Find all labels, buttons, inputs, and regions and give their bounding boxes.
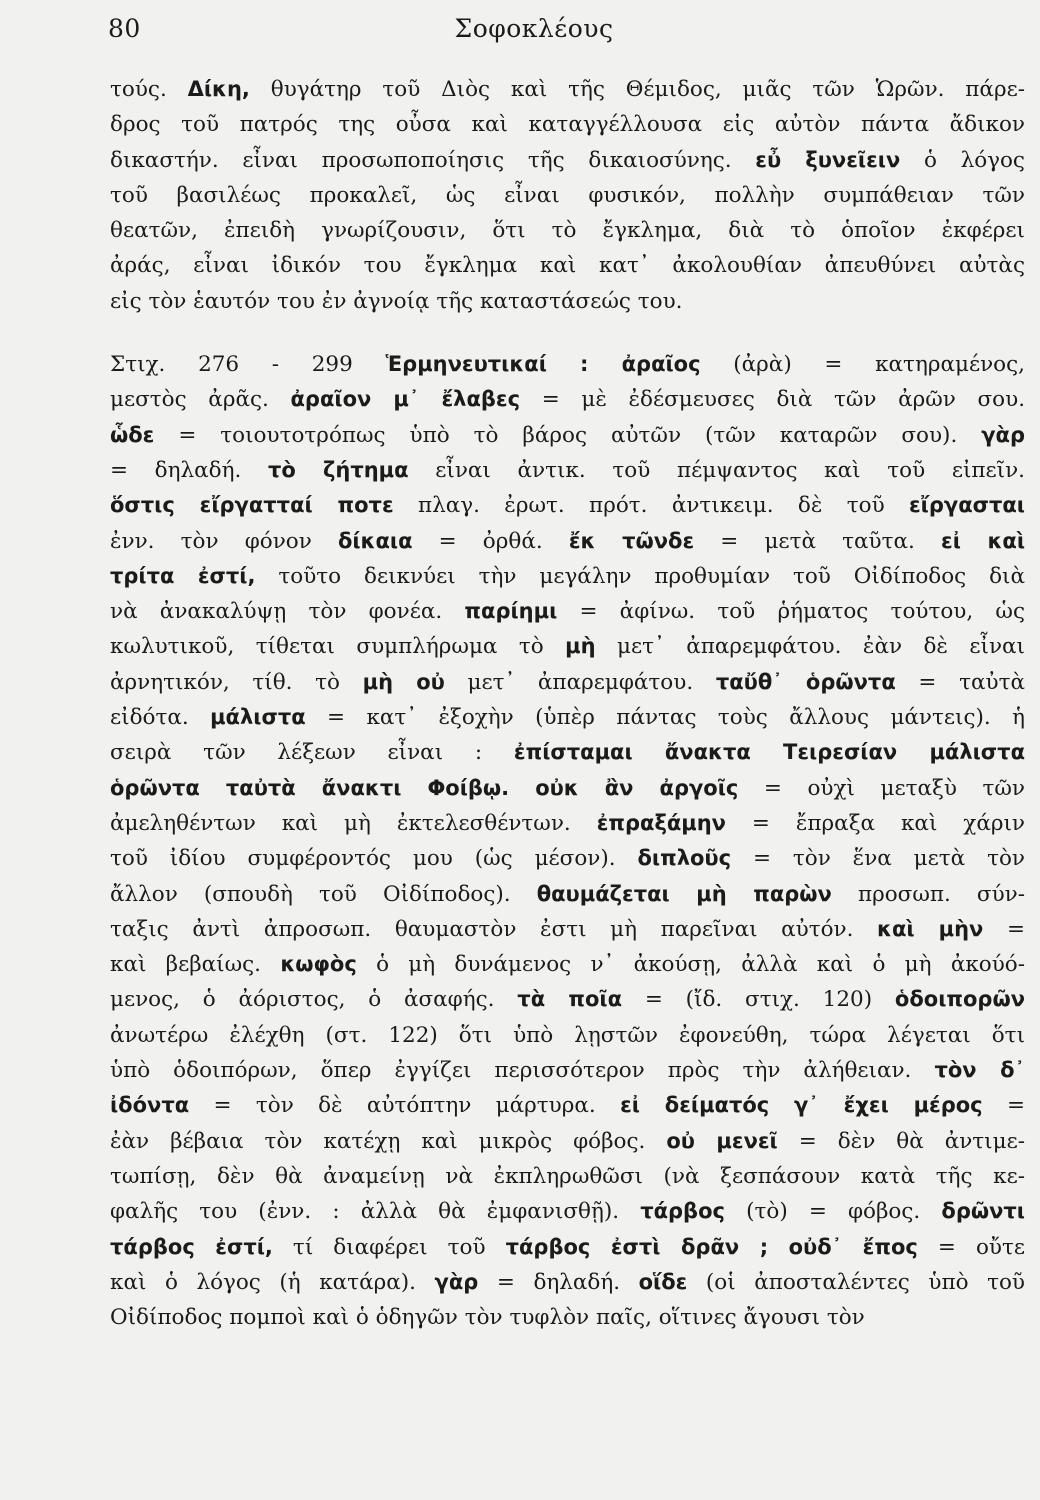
bold-term: δρῶντι xyxy=(941,1199,1025,1224)
text-line xyxy=(110,72,1025,107)
bold-term: διπλοῦς xyxy=(637,846,732,871)
bold-term: γὰρ xyxy=(434,1269,479,1294)
text-run: μετ᾽ ἀπαρεμφάτου. ἐὰν δὲ εἶναι xyxy=(595,634,1025,660)
text-run: φαλῆς του (ἐνν. : ἀλλὰ θὰ ἐμφανισθῇ). xyxy=(110,1199,641,1225)
bold-term: ταὔθ᾽ ὁρῶντα xyxy=(715,669,896,694)
bold-term: θαυμάζεται μὴ παρὼν xyxy=(536,881,832,906)
text-run: = μετὰ ταῦτα. xyxy=(694,528,941,554)
text-line xyxy=(110,1124,1025,1159)
text-run: πλαγ. ἐρωτ. πρότ. ἀντικειμ. δὲ τοῦ xyxy=(393,493,909,519)
bold-term: γὰρ xyxy=(981,422,1025,447)
text-run: εἰς τὸν ἑαυτόν του ἐν ἀγνοίᾳ τῆς καταστάσεώς του. xyxy=(110,288,683,314)
text-line xyxy=(110,806,1025,841)
bold-term: τάρβος ἐστί, xyxy=(110,1234,273,1259)
text-run: = ὀρθά. xyxy=(412,528,569,554)
text-run: καὶ ὁ λόγος (ἡ κατάρα). xyxy=(110,1269,435,1295)
text-run: ταξις ἀντὶ ἀπροσωπ. θαυμαστὸν ἐστι μὴ παρεῖναι αὐτόν. xyxy=(110,916,878,942)
text-line xyxy=(110,594,1025,629)
text-line xyxy=(110,1018,1025,1053)
text-run: Στιχ. 276 - 299 xyxy=(110,352,386,378)
text-line xyxy=(110,453,1025,488)
text-run: νὰ ἀνακαλύψῃ τὸν φονέα. xyxy=(110,599,465,625)
page-number: 80 xyxy=(108,14,141,43)
text-line xyxy=(110,524,1025,559)
text-run: ἀρνητικόν, τίθ. τὸ xyxy=(110,669,363,695)
text-line xyxy=(110,1088,1025,1123)
text-run: τί διαφέρει τοῦ xyxy=(272,1234,506,1260)
text-run: μεστὸς ἀρᾶς. xyxy=(110,387,291,413)
page-header xyxy=(108,14,960,54)
text-run: κωλυτικοῦ, τίθεται συμπλήρωμα τὸ xyxy=(110,634,566,660)
bold-term: ἔκ τῶνδε xyxy=(568,528,695,553)
text-line xyxy=(110,418,1025,453)
text-run: μετ᾽ ἀπαρεμφάτου. xyxy=(444,669,716,695)
text-run: τοῦ βασιλέως προκαλεῖ, ὡς εἶναι φυσικόν, πολλὴν συμπάθειαν τῶν xyxy=(110,182,1025,208)
text-run: = τοιουτοτρόπως ὑπὸ τὸ βάρος αὐτῶν (τῶν καταρῶν σου). xyxy=(154,422,982,448)
text-run: = τὸν δὲ αὐτόπτην μάρτυρα. xyxy=(189,1093,621,1119)
bold-term: ὁρῶντα ταὐτὰ ἄνακτι Φοίβῳ. οὐκ ἂν ἀργοῖς xyxy=(110,775,739,800)
text-run: (ἀρὰ) = κατηραμένος, xyxy=(700,352,1025,378)
text-run: = δηλαδή. xyxy=(110,457,268,483)
text-run: = ἔπραξα καὶ χάριν xyxy=(726,810,1025,836)
text-run: καὶ βεβαίως. xyxy=(110,952,281,978)
text-line xyxy=(110,1300,1025,1335)
bold-term: καὶ μὴν xyxy=(877,916,984,941)
text-run: = τὸν ἕνα μετὰ τὸν xyxy=(731,846,1025,872)
text-line xyxy=(110,143,1025,178)
text-run: σειρὰ τῶν λέξεων εἶναι : xyxy=(110,740,514,766)
bold-term: ἐπίσταμαι ἄνακτα Τειρεσίαν μάλιστα xyxy=(513,740,1025,765)
text-run: = κατ᾽ ἐξοχὴν (ὑπὲρ πάντας τοὺς ἄλλους μάντεις). ἡ xyxy=(305,705,1025,731)
text-run: = (ἴδ. στιχ. 120) xyxy=(622,987,895,1013)
text-line xyxy=(110,912,1025,947)
page-body xyxy=(110,72,1025,1335)
bold-term: ἀραῖον μ᾽ ἔλαβες xyxy=(290,387,521,412)
text-run: = xyxy=(983,916,1025,942)
text-line xyxy=(110,559,1025,594)
text-run: ἀνωτέρω ἐλέχθη (στ. 122) ὅτι ὑπὸ λῃστῶν ἐφονεύθη, τώρα λέγεται ὅτι xyxy=(110,1022,1025,1048)
text-run: ἀράς, εἶναι ἰδικόν του ἔγκλημα καὶ κατ᾽ ἀκολουθίαν ἀπευθύνει αὐτὰς xyxy=(110,253,1025,279)
bold-term: μάλιστα xyxy=(210,705,306,730)
bold-term: δίκαια xyxy=(337,528,413,553)
text-run: θυγάτηρ τοῦ Διὸς καὶ τῆς Θέμιδος, μιᾶς τῶν Ὡρῶν. πάρε- xyxy=(249,77,1025,102)
bold-term: ὧδε xyxy=(110,422,155,447)
text-run: δρος τοῦ πατρός της οὖσα καὶ καταγγέλλουσα εἰς αὐτὸν πάντα ἄδικον xyxy=(110,112,1025,138)
bold-term: ὁδοιπορῶν xyxy=(894,987,1025,1012)
bold-term: μὴ οὐ xyxy=(362,669,445,694)
text-line xyxy=(110,347,1025,382)
text-line xyxy=(110,665,1025,700)
bold-term: τάρβος ἐστὶ δρᾶν ; οὐδ᾽ ἔπος xyxy=(505,1234,918,1259)
text-run: = δὲν θὰ ἀντιμε- xyxy=(777,1128,1025,1154)
bold-term: Δίκη, xyxy=(187,77,250,101)
bold-term: τρίτα ἐστί, xyxy=(110,563,256,588)
text-line xyxy=(110,771,1025,806)
text-run: ἀμεληθέντων καὶ μὴ ἐκτελεσθέντων. xyxy=(110,810,597,836)
bold-term: ἐπραξάμην xyxy=(596,810,726,835)
text-run: (τὸ) = φόβος. xyxy=(724,1199,942,1225)
text-line xyxy=(110,248,1025,283)
bold-term: εἰ δείματός γ᾽ ἔχει μέρος xyxy=(620,1093,983,1118)
bold-term: μὴ xyxy=(565,634,596,659)
bold-term: εὖ ξυνεῖειν xyxy=(755,147,901,172)
text-run: = xyxy=(982,1093,1025,1119)
text-run: εἰδότα. xyxy=(110,705,211,731)
text-run: τοῦ ἰδίου συμφέροντός μου (ὡς μέσον). xyxy=(110,846,638,872)
text-run: = μὲ ἐδέσμευσες διὰ τῶν ἀρῶν σου. xyxy=(520,387,1025,413)
text-run: ὁ λόγος xyxy=(900,147,1025,173)
text-run: τωπίσῃ, δὲν θὰ ἀναμείνῃ νὰ ἐκπληρωθῶσι (νὰ ξεσπάσουν κατὰ τῆς κε- xyxy=(110,1163,1025,1189)
bold-term: εἰ καὶ xyxy=(941,528,1025,553)
text-line xyxy=(110,213,1025,248)
bold-term: τὰ ποῖα xyxy=(517,987,623,1012)
paragraph-gap xyxy=(110,319,1025,347)
running-title: Σοφοκλέους xyxy=(454,14,614,43)
text-run: Οἰδίποδος πομποὶ καὶ ὁ ὁδηγῶν τὸν τυφλὸν παῖς, οἵτινες ἄγουσι τὸν xyxy=(110,1305,865,1331)
text-run: τοῦτο δεικνύει τὴν μεγάλην προθυμίαν τοῦ Οἰδίποδος διὰ xyxy=(255,563,1025,589)
text-run: = δηλαδή. xyxy=(478,1269,639,1295)
text-line xyxy=(110,841,1025,876)
text-line xyxy=(110,735,1025,770)
text-run: ὁ μὴ δυνάμενος ν᾽ ἀκούσῃ, ἀλλὰ καὶ ὁ μὴ ἀκούό- xyxy=(356,952,1025,978)
text-run: ἄλλον (σπουδὴ τοῦ Οἰδίποδος). xyxy=(110,881,537,907)
text-line xyxy=(110,947,1025,982)
text-line xyxy=(110,107,1025,142)
text-line xyxy=(110,982,1025,1017)
text-run: ἐὰν βέβαια τὸν κατέχῃ καὶ μικρὸς φόβος. xyxy=(110,1128,667,1154)
text-line xyxy=(110,1230,1025,1265)
bold-term: ὅστις εἴργατταί ποτε xyxy=(110,493,394,518)
bold-term: οἵδε xyxy=(638,1269,688,1294)
text-run: θεατῶν, ἐπειδὴ γνωρίζουσιν, ὅτι τὸ ἔγκλημα, διὰ τὸ ὁποῖον ἐκφέρει xyxy=(110,218,1025,244)
text-line xyxy=(110,382,1025,417)
text-line xyxy=(110,629,1025,664)
text-run: ἐνν. τὸν φόνον xyxy=(110,528,338,554)
text-line xyxy=(110,488,1025,523)
text-line xyxy=(110,1265,1025,1300)
text-line xyxy=(110,1159,1025,1194)
text-line xyxy=(110,1053,1025,1088)
text-run: = ἀφίνω. τοῦ ῥήματος τούτου, ὡς xyxy=(557,599,1025,625)
bold-term: τὸν δ᾽ xyxy=(934,1058,1025,1083)
text-run: εἶναι ἀντικ. τοῦ πέμψαντος καὶ τοῦ εἰπεῖν. xyxy=(408,457,1025,483)
text-run: τούς. xyxy=(110,77,188,102)
bold-term: οὐ μενεῖ xyxy=(666,1128,778,1153)
text-run: = οὔτε xyxy=(917,1234,1025,1260)
text-line xyxy=(110,700,1025,735)
text-run: μενος, ὁ ἀόριστος, ὁ ἀσαφής. xyxy=(110,987,518,1013)
bold-term: κωφὸς xyxy=(280,952,357,977)
text-run: (οἱ ἀποσταλέντες ὑπὸ τοῦ xyxy=(687,1269,1025,1295)
bold-term: εἴργασται xyxy=(908,493,1025,518)
bold-term: ἰδόντα xyxy=(110,1093,190,1118)
text-line xyxy=(110,1194,1025,1229)
text-run: = οὐχὶ μεταξὺ τῶν xyxy=(738,775,1025,801)
bold-term: τάρβος xyxy=(640,1199,725,1224)
text-line xyxy=(110,877,1025,912)
text-run: δικαστήν. εἶναι προσωποποίησις τῆς δικαιοσύνης. xyxy=(110,147,756,173)
text-run: ὑπὸ ὁδοιπόρων, ὅπερ ἐγγίζει περισσότερον πρὸς τὴν ἀλήθειαν. xyxy=(110,1058,935,1084)
text-run: προσωπ. σύν- xyxy=(831,881,1025,907)
text-run: = ταὐτὰ xyxy=(895,669,1025,695)
bold-term: παρίημι xyxy=(464,599,558,624)
bold-term: τὸ ζήτημα xyxy=(268,457,409,482)
bold-term: Ἑρμηνευτικαί : ἀραῖος xyxy=(385,352,701,377)
text-line xyxy=(110,178,1025,213)
text-line xyxy=(110,284,1025,319)
